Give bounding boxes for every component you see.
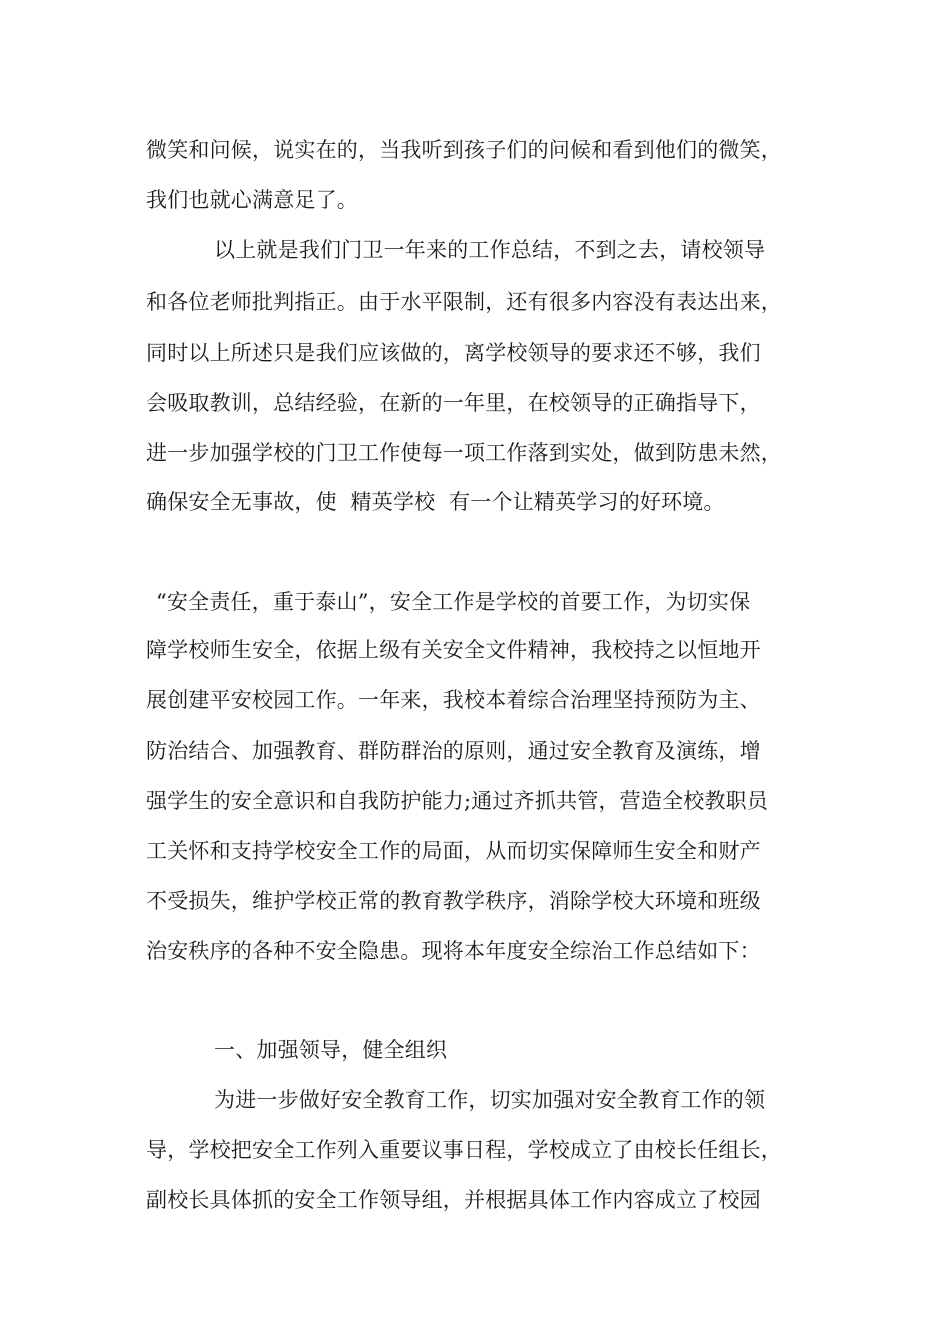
section-heading-1: 一、加强领导，健全组织 xyxy=(214,1038,448,1062)
paragraph-2-line-4: 会吸取教训，总结经验，在新的一年里，在校领导的正确指导下， xyxy=(146,391,761,415)
paragraph-2-line-3: 同时以上所述只是我们应该做的，离学校领导的要求还不够，我们 xyxy=(146,341,761,365)
paragraph-1-line-2: 我们也就心满意足了。 xyxy=(146,188,358,212)
paragraph-3-line-5: 强学生的安全意识和自我防护能力;通过齐抓共管，营造全校教职员 xyxy=(146,789,769,813)
paragraph-2-line-1: 以上就是我们门卫一年来的工作总结，不到之去，请校领导 xyxy=(214,238,766,262)
paragraph-3-line-6: 工关怀和支持学校安全工作的局面，从而切实保障师生安全和财产 xyxy=(146,839,761,863)
paragraph-1-line-1: 微笑和问候，说实在的，当我听到孩子们的问候和看到他们的微笑， xyxy=(146,138,782,162)
paragraph-4-line-3: 副校长具体抓的安全工作领导组，并根据具体工作内容成立了校园 xyxy=(146,1188,761,1212)
paragraph-2-line-6: 确保安全无事故，使 精英学校 有一个让精英学习的好环境。 xyxy=(146,490,725,514)
paragraph-3-line-3: 展创建平安校园工作。一年来，我校本着综合治理坚持预防为主、 xyxy=(146,688,761,712)
paragraph-3-line-7: 不受损失，维护学校正常的教育教学秩序，消除学校大环境和班级 xyxy=(146,889,761,913)
paragraph-4-line-2: 导，学校把安全工作列入重要议事日程，学校成立了由校长任组长， xyxy=(146,1138,782,1162)
paragraph-2-line-2: 和各位老师批判指正。由于水平限制，还有很多内容没有表达出来， xyxy=(146,290,782,314)
paragraph-4-line-1: 为进一步做好安全教育工作，切实加强对安全教育工作的领 xyxy=(214,1088,766,1112)
paragraph-3-line-4: 防治结合、加强教育、群防群治的原则，通过安全教育及演练，增 xyxy=(146,739,761,763)
paragraph-3-line-1: “安全责任，重于泰山”，安全工作是学校的首要工作，为切实保 xyxy=(156,590,751,614)
paragraph-3-line-2: 障学校师生安全，依据上级有关安全文件精神，我校持之以恒地开 xyxy=(146,638,761,662)
paragraph-3-line-8: 治安秩序的各种不安全隐患。现将本年度安全综治工作总结如下： xyxy=(146,939,761,963)
paragraph-2-line-5: 进一步加强学校的门卫工作使每一项工作落到实处，做到防患未然， xyxy=(146,441,782,465)
